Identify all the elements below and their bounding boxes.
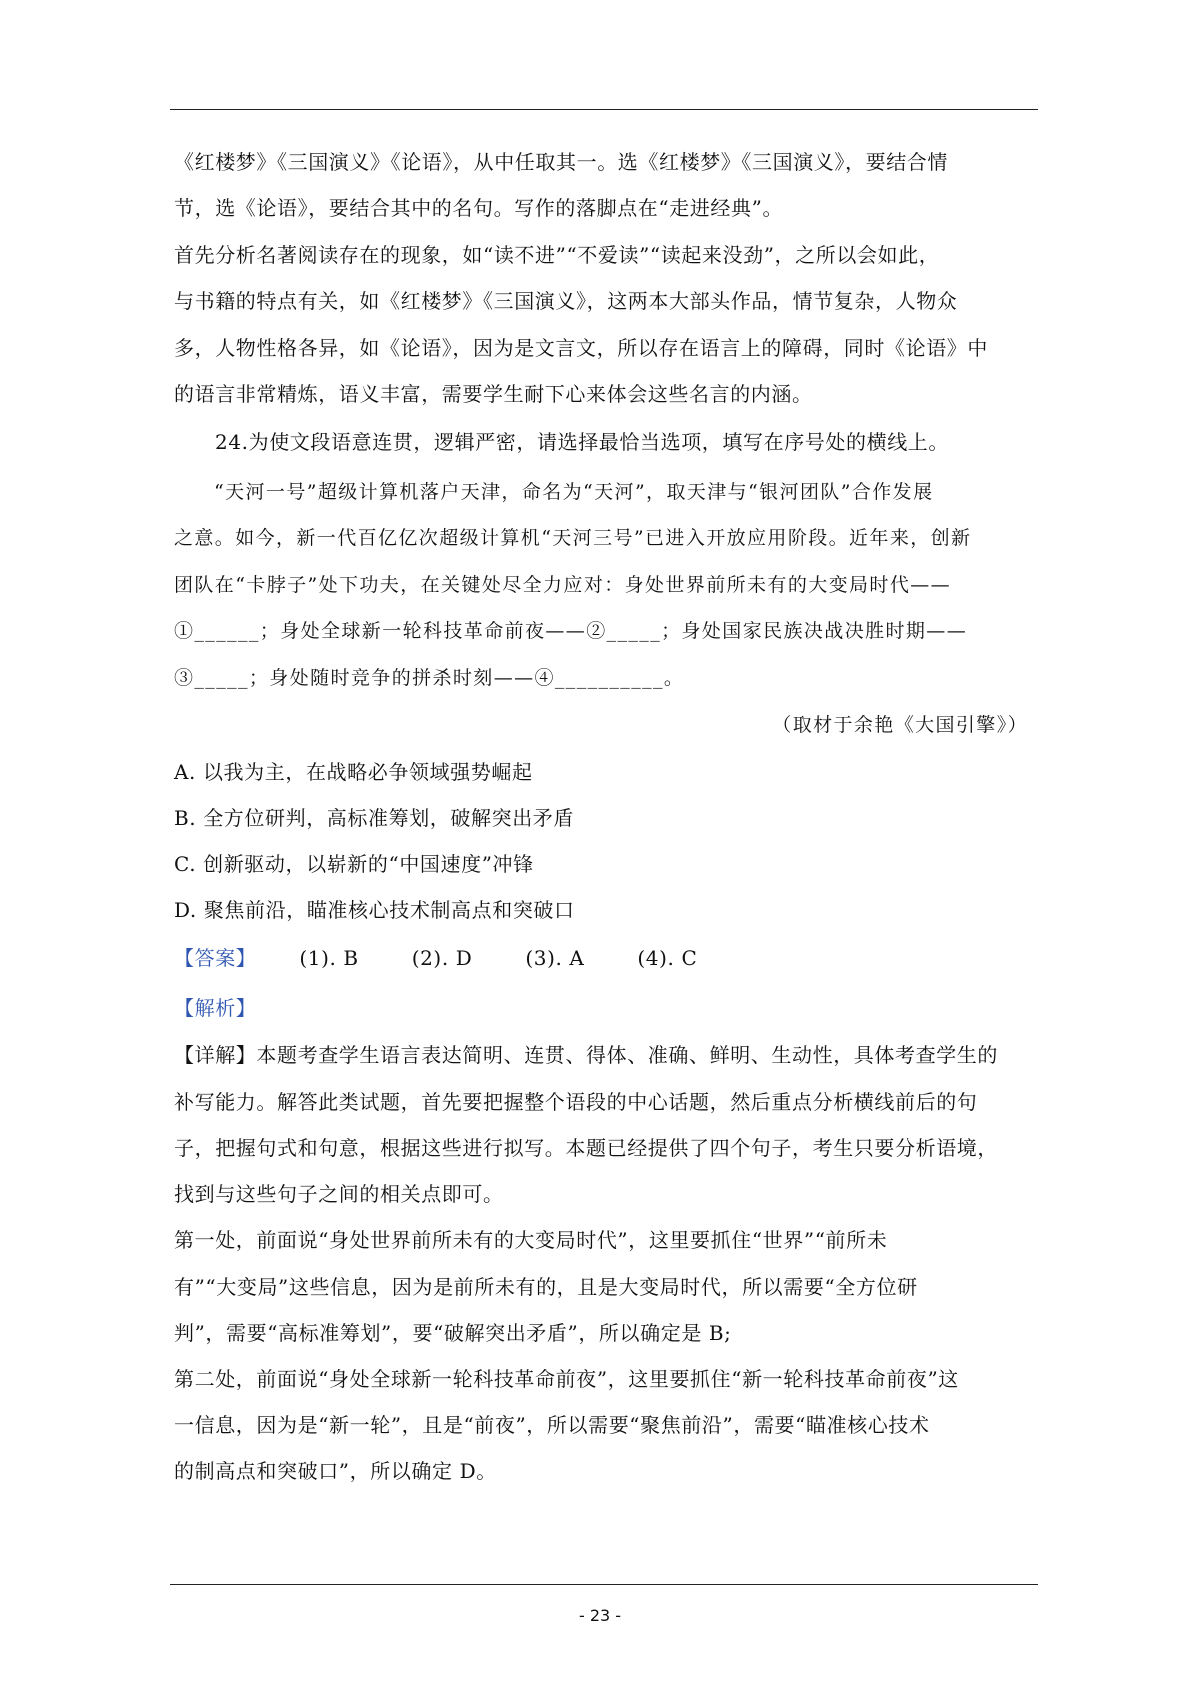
intro-line: 《红楼梦》《三国演义》《论语》，从中任取其一。选《红楼梦》《三国演义》，要结合情: [174, 150, 948, 174]
passage-line: ①______；身处全球新一轮科技革命前夜——②_____；身处国家民族决战决胜时期——: [174, 620, 968, 642]
answer-label: 【答案】: [174, 946, 257, 970]
source-citation: （取材于余艳《大国引擎》）: [772, 714, 1028, 736]
answer-3: (3). A: [525, 946, 585, 970]
analysis-line: 找到与这些句子之间的相关点即可。: [174, 1182, 504, 1206]
answer-row: [174, 946, 697, 970]
analysis-line: 判”，需要“高标准筹划”，要“破解突出矛盾”，所以确定是 B;: [174, 1321, 732, 1345]
analysis-line: 补写能力。解答此类试题，首先要把握整个语段的中心话题，然后重点分析横线前后的句: [174, 1090, 978, 1114]
footer-rule: [170, 1584, 1038, 1585]
analysis-line: 一信息，因为是“新一轮”，且是“前夜”，所以需要“聚焦前沿”，需要“瞄准核心技术: [174, 1413, 930, 1437]
passage-line: 之意。如今，新一代百亿亿次超级计算机“天河三号”已进入开放应用阶段。近年来，创新: [174, 527, 972, 549]
analysis-line: 的制高点和突破口”，所以确定 D。: [174, 1459, 497, 1483]
intro-line: 多，人物性格各异，如《论语》，因为是文言文，所以存在语言上的障碍，同时《论语》中: [174, 336, 988, 360]
analysis-line: 第一处，前面说“身处世界前所未有的大变局时代”，这里要抓住“世界”“前所未: [174, 1228, 888, 1252]
intro-line: 节，选《论语》，要结合其中的名句。写作的落脚点在“走进经典”。: [174, 196, 784, 220]
intro-line: 首先分析名著阅读存在的现象，如“读不进”“不爱读”“读起来没劲”，之所以会如此，: [174, 243, 940, 267]
analysis-line: 【详解】本题考查学生语言表达简明、连贯、得体、准确、鲜明、生动性，具体考查学生的: [174, 1043, 998, 1067]
question-text: 24.为使文段语意连贯，逻辑严密，请选择最恰当选项，填写在序号处的横线上。: [215, 430, 950, 454]
option-a: A. 以我为主，在战略必争领域强势崛起: [174, 760, 533, 784]
passage-line: “天河一号”超级计算机落户天津，命名为“天河”，取天津与“银河团队”合作发展: [214, 481, 934, 503]
page-number: - 23 -: [578, 1606, 622, 1625]
passage-line: 团队在“卡脖子”处下功夫，在关键处尽全力应对：身处世界前所未有的大变局时代——: [174, 574, 952, 596]
option-d: D. 聚焦前沿，瞄准核心技术制高点和突破口: [174, 898, 575, 922]
analysis-label: 【解析】: [174, 996, 257, 1020]
intro-line: 与书籍的特点有关，如《红楼梦》《三国演义》，这两本大部头作品，情节复杂，人物众: [174, 289, 958, 313]
passage-line: ③_____；身处随时竞争的拼杀时刻——④__________。: [174, 667, 685, 689]
answer-1: (1). B: [299, 946, 359, 970]
answer-4: (4). C: [637, 946, 698, 970]
header-rule: [170, 109, 1038, 110]
analysis-line: 有”“大变局”这些信息，因为是前所未有的，且是大变局时代，所以需要“全方位研: [174, 1275, 918, 1299]
analysis-line: 子，把握句式和句意，根据这些进行拟写。本题已经提供了四个句子，考生只要分析语境，: [174, 1136, 998, 1160]
option-b: B. 全方位研判，高标准筹划，破解突出矛盾: [174, 806, 575, 830]
intro-line: 的语言非常精炼，语义丰富，需要学生耐下心来体会这些名言的内涵。: [174, 382, 813, 406]
answer-2: (2). D: [411, 946, 473, 970]
analysis-line: 第二处，前面说“身处全球新一轮科技革命前夜”，这里要抓住“新一轮科技革命前夜”这: [174, 1367, 959, 1391]
option-c: C. 创新驱动，以崭新的“中国速度”冲锋: [174, 852, 534, 876]
